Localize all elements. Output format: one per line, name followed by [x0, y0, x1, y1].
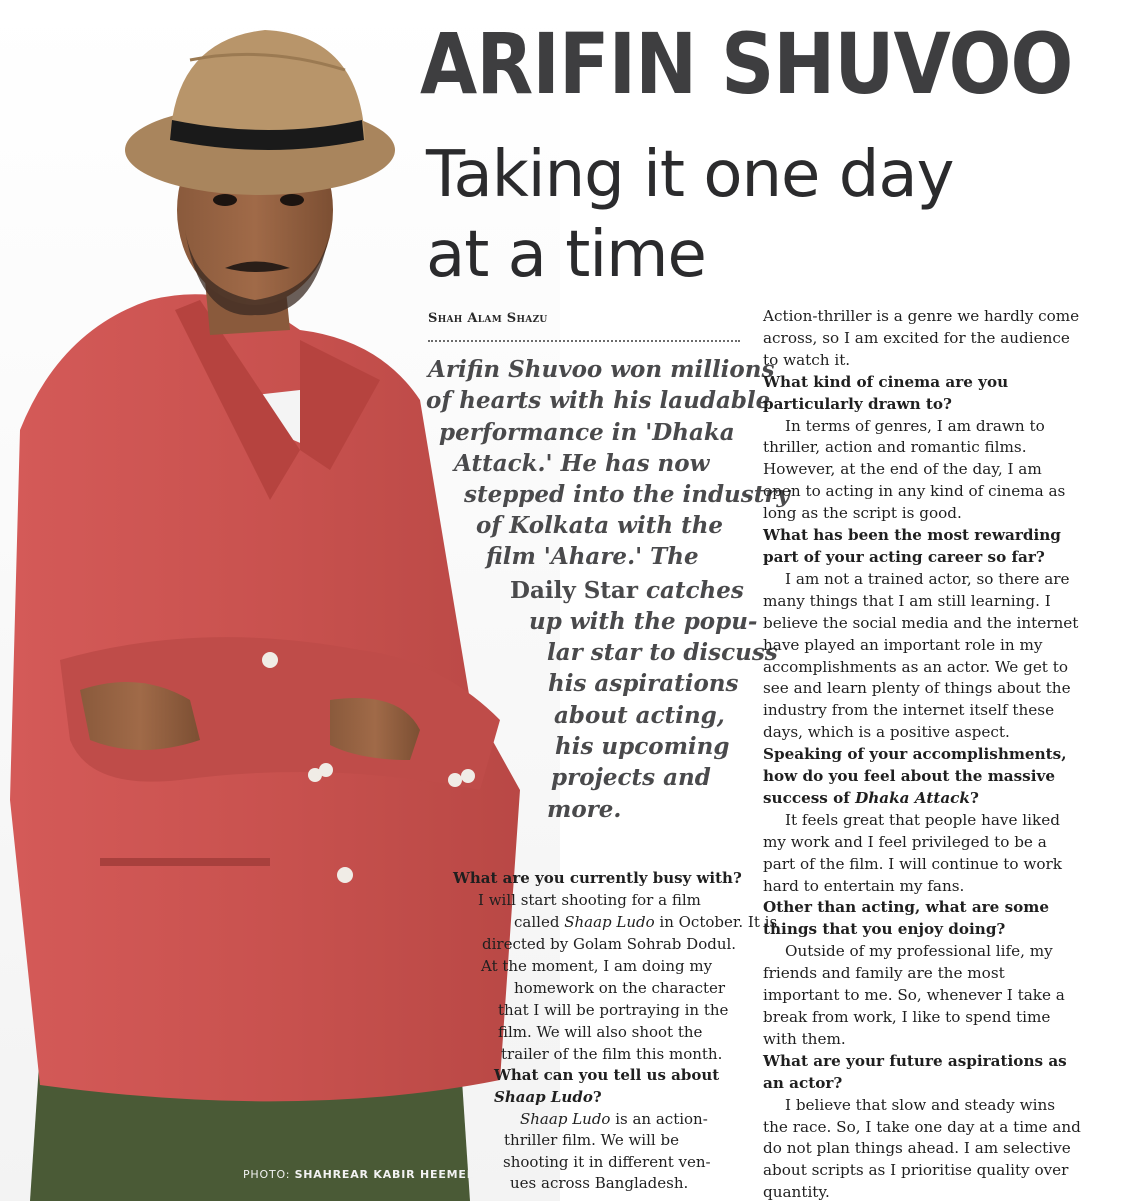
film-title: Shaap Ludo [494, 1088, 593, 1106]
author-byline: Shah Alam Shazu [428, 311, 548, 326]
question-paragraph: Speaking of your accomplishments, how do you feel about the massive success of Dhaka Attack? [763, 745, 1067, 807]
answer-paragraph: Outside of my professional life, my friends and family are the most important to me. So, whenever I take a break from work, I like to spend time with them. [763, 942, 1065, 1048]
question-line: What are you currently busy with? [453, 869, 742, 887]
question-line: What can you tell us about [494, 1066, 720, 1084]
film-title: Shaap Ludo [564, 913, 655, 931]
answer-line: ues across Bangladesh. [510, 1174, 689, 1192]
subtitle-line-2: at a time [426, 218, 706, 292]
subtitle-line-1: Taking it one day [426, 138, 954, 212]
photo-credit-name: SHAHREAR KABIR HEEMEL [294, 1168, 475, 1181]
newspaper-name: Daily Star [510, 577, 638, 604]
answer-line: directed by Golam Sohrab Dodul. [482, 935, 737, 953]
article-subtitle [426, 135, 1026, 295]
intro-line: lar star to discuss [547, 639, 778, 666]
answer-line: shooting it in different ven- [503, 1153, 711, 1171]
film-title: Shaap Ludo [520, 1110, 611, 1128]
question-paragraph: What has been the most rewarding part of your acting career so far? [763, 526, 1061, 566]
answer-paragraph: In terms of genres, I am drawn to thriller, action and romantic films. However, at the end of the day, I am open to acting in any kind of cinema as long as the script is good. [763, 416, 1066, 523]
intro-line: of hearts with his laudable [426, 387, 771, 414]
question-paragraph: What kind of cinema are you particularly drawn to? [763, 372, 1009, 413]
question-paragraph: What are your future aspirations as an actor? [763, 1051, 1067, 1092]
intro-line: Attack.' He has now [454, 450, 710, 477]
answer-paragraph: I am not a trained actor, so there are many things that I am still learning. I believe the social media and the internet have played an important role in my accomplishments as an actor. We get to see and learn plenty of things about the industry from the internet itself these days, which is a positive aspect. [763, 569, 1079, 742]
answer-line: film. We will also shoot the [498, 1023, 703, 1041]
intro-line: of Kolkata with the [476, 512, 724, 539]
article-title: ARIFIN SHUVOO [420, 15, 1073, 113]
answer-line: thriller film. We will be [504, 1131, 679, 1149]
answer-line: Shaap Ludo is an action- [520, 1110, 708, 1128]
intro-line: his upcoming [555, 733, 730, 760]
intro-line: stepped into the industry [464, 481, 790, 508]
intro-line: film 'Ahare.' The [486, 543, 699, 570]
answer-line: At the moment, I am doing my [481, 957, 713, 975]
answer-line: I will start shooting for a film [478, 891, 701, 909]
answer-paragraph: Action-thriller is a genre we hardly come across, so I am excited for the audience to watch it. [763, 307, 1080, 369]
answer-line: trailer of the film this month. [501, 1045, 723, 1063]
question-paragraph: Other than acting, what are some things that you enjoy doing? [763, 898, 1050, 939]
intro-line: Daily Star catches [510, 577, 744, 604]
answer-paragraph: It feels great that people have liked my work and I feel privileged to be a part of the film. I will continue to work hard to entertain my fans. [763, 810, 1062, 895]
film-title: Dhaka Attack [855, 788, 970, 807]
answer-line: that I will be portraying in the [498, 1001, 729, 1019]
intro-line: performance in 'Dhaka [439, 419, 735, 446]
intro-line: his aspirations [548, 670, 739, 697]
intro-line: more. [547, 796, 622, 823]
answer-paragraph: I believe that slow and steady wins the race. So, I take one day at a time and do not plan things ahead. I am selective about scripts as I prioritise quality over quantity. [763, 1095, 1081, 1201]
photo-credit [243, 1168, 475, 1181]
right-qa-column [763, 306, 1083, 1201]
byline-divider [428, 340, 740, 342]
intro-line: Arifin Shuvoo won millions [428, 356, 775, 383]
photo-credit-label: PHOTO: [243, 1168, 291, 1181]
answer-line: homework on the character [514, 979, 726, 997]
question-line: Shaap Ludo? [494, 1088, 602, 1106]
intro-line: up with the popu- [529, 608, 758, 635]
intro-line: projects and [551, 764, 711, 791]
button-icon [262, 652, 278, 668]
intro-line: about acting, [554, 702, 725, 729]
answer-line: called Shaap Ludo in October. It is [514, 913, 778, 931]
